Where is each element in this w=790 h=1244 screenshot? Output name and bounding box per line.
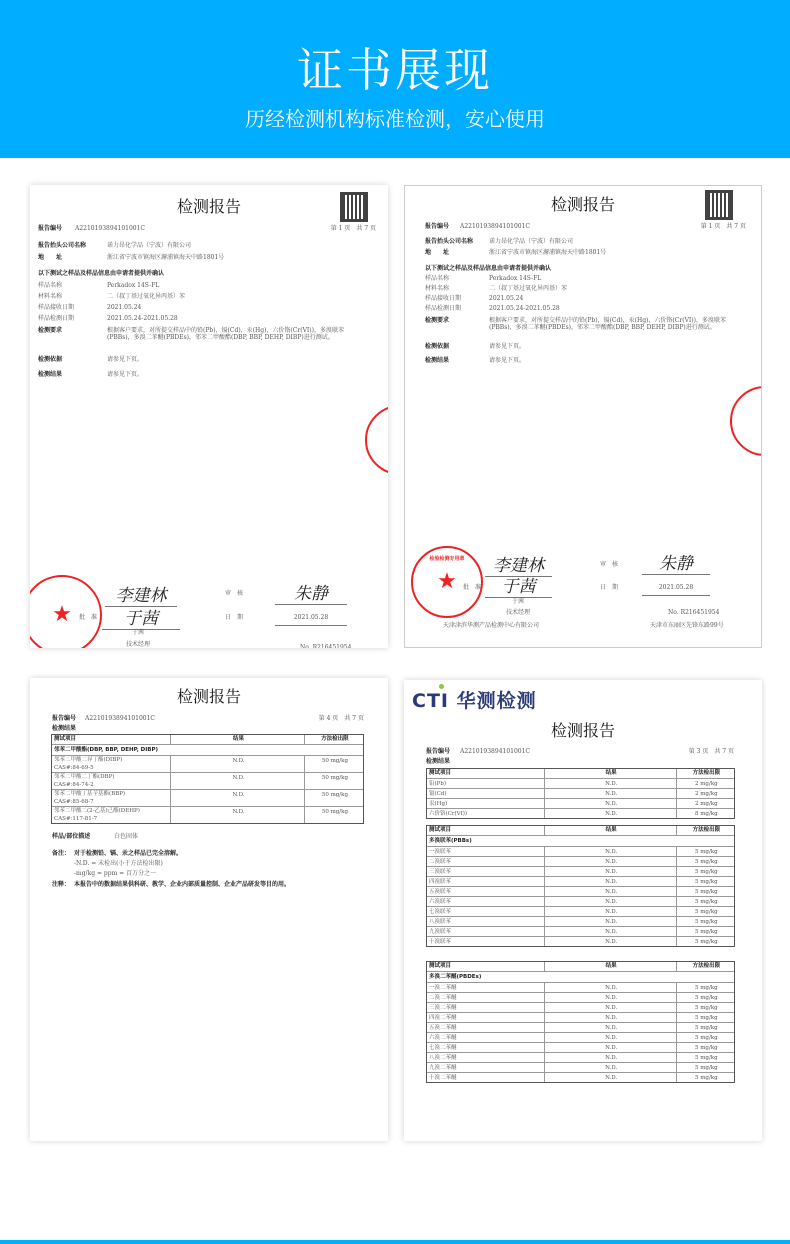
test-item [427,1073,544,1082]
metals-table [426,768,735,819]
detection-limit: 5 mg/kg [676,1063,734,1072]
item-name: 四溴二苯醚 [429,1015,457,1021]
note-label: 备注： [52,850,71,857]
detection-limit: 5 mg/kg [676,877,734,886]
report-no-label: 报告编号 [425,223,450,230]
test-item [427,917,544,926]
field-value: Perkadox 14S-FL [489,275,542,282]
test-item [427,1063,544,1072]
test-result: N.D. [544,1033,676,1042]
detection-limit: 5 mg/kg [676,907,734,916]
page-number: 第 3 页 共 7 页 [688,748,734,755]
test-result: N.D. [544,907,676,916]
detection-limit: 50 mg/kg [304,756,363,772]
approver2-signature: 于茜 [485,572,552,598]
company: 诺力昂化学品（宁波）有限公司 [489,238,574,245]
test-result: N.D. [544,789,676,798]
field-value: 二（叔丁基过氧化异丙基）苯 [489,285,568,292]
field-value: 2021.05.24-2021.05.28 [107,315,178,322]
test-result: N.D. [544,809,676,818]
test-result: N.D. [544,779,676,788]
item-name: 八溴联苯 [429,919,452,925]
table-row [427,1002,734,1012]
remark-label: 注释： [52,881,71,888]
column-header: 结果 [170,735,304,744]
test-result: N.D. [544,887,676,896]
address-label: 地 址 [425,249,450,256]
test-result: N.D. [544,1013,676,1022]
address: 浙江省宁波市镇海区澥浦镇海天中路1801号 [107,254,225,261]
results-table [51,734,364,824]
report-no: A2210193894101001C [460,223,531,230]
sample-desc-label: 样品/部位描述 [52,833,91,840]
result: 请参见下页。 [489,357,526,364]
basis: 请参见下页。 [107,356,144,363]
test-item [52,807,170,823]
field-value: 2021.05.24 [489,295,524,302]
report-title: 检测报告 [176,197,241,216]
lab-name: 天津津滨华测产品检测中心有限公司 [443,622,540,629]
field-label: 样品接收日期 [38,304,75,311]
logo-en: CTI [412,690,449,712]
detection-limit: 2 mg/kg [676,799,734,808]
test-item [427,897,544,906]
confirm-note: 以下测试之样品及样品信息由申请者提供并确认 [38,270,165,277]
test-item [427,867,544,876]
table-row [427,856,734,866]
page-number: 第 4 页 共 7 页 [318,715,364,722]
test-result: N.D. [544,1003,676,1012]
test-item [52,756,170,772]
test-result: N.D. [544,897,676,906]
company: 诺力昂化学品（宁波）有限公司 [107,242,192,249]
test-result: N.D. [544,847,676,856]
approve-label: 批 准 [79,614,98,621]
item-name: 五溴二苯醚 [429,1025,457,1031]
test-item [427,799,544,808]
item-name: 六溴联苯 [429,899,452,905]
detection-limit: 5 mg/kg [676,867,734,876]
table-row [427,1022,734,1032]
item-name: 十溴二苯醚 [429,1075,457,1081]
detection-limit: 2 mg/kg [676,789,734,798]
lab-address: 天津市东丽区先锋东路99号 [650,622,724,629]
item-name: 九溴二苯醚 [429,1065,457,1071]
red-seal-stamp [730,386,762,456]
address-label: 地 址 [38,254,63,261]
item-name: 邻苯二甲酸丁基苄基酯(BBP) [54,791,126,797]
test-item [427,887,544,896]
test-result: N.D. [544,1073,676,1082]
test-result: N.D. [544,937,676,946]
test-result: N.D. [544,877,676,886]
cert-no: No. R216451954 [668,609,720,616]
table-row [427,876,734,886]
detection-limit: 5 mg/kg [676,927,734,936]
detection-limit: 2 mg/kg [676,779,734,788]
test-result: N.D. [544,867,676,876]
item-name: 邻苯二甲酸二异丁酯(DIBP) [54,757,123,763]
star-icon: ★ [437,569,457,594]
item-name: 七溴二苯醚 [429,1045,457,1051]
certificate-page-1[interactable] [30,185,388,648]
detection-limit: 5 mg/kg [676,847,734,856]
qr-code-icon [340,192,368,222]
test-result: N.D. [544,1043,676,1052]
results-heading: 检测结果 [52,725,77,732]
requirement: 根据客户要求，对所提交样品中的铅(Pb)，镉(Cd)，汞(Hg)，六价铬(Cr(VI))，多溴联苯(PBBs)，多溴二苯醚(PBDEs)，邻苯二甲酸酯(DBP, BBP, DEHP, DIBP)进行测试。 [489,317,726,331]
logo-dot-icon [439,684,444,689]
item-name: 汞(Hg) [429,801,448,807]
cas-number: CAS#:84-69-5 [54,765,94,771]
item-name: 三溴二苯醚 [429,1005,457,1011]
approver2-signature: 于茜 [102,604,180,630]
note-ppm: -mg/kg = ppm = 百万分之一 [74,870,157,877]
test-result: N.D. [544,927,676,936]
star-icon: ★ [52,602,72,627]
field-label: 样品检测日期 [38,315,75,322]
table-row [427,982,734,992]
logo-cn: 华测检测 [456,690,537,712]
basis-label: 检测依据 [38,356,63,363]
detection-limit: 5 mg/kg [676,1013,734,1022]
red-seal-stamp [365,405,388,475]
approver-signature: 李建林 [485,551,552,577]
test-item [427,907,544,916]
table-row [427,906,734,916]
test-result: N.D. [170,756,304,772]
approver-title: 技术经理 [126,641,151,648]
table-header-row [427,769,734,778]
item-name: 一溴二苯醚 [429,985,457,991]
table-row [427,926,734,936]
column-header: 测试项目 [429,963,452,969]
address: 浙江省宁波市镇海区澥浦镇海天中路1801号 [489,249,607,256]
table-group-row: 多溴二苯醚(PBDEs) [427,971,734,982]
detection-limit: 5 mg/kg [676,1033,734,1042]
detection-limit: 5 mg/kg [676,937,734,946]
review-label: 审 核 [225,590,244,597]
page-title: 证书展现 [297,43,493,97]
test-item [427,1023,544,1032]
test-result: N.D. [170,807,304,823]
detection-limit: 5 mg/kg [676,993,734,1002]
test-item [427,1053,544,1062]
table-row [427,992,734,1002]
red-seal-stamp [411,546,483,618]
table-row [427,916,734,926]
cti-logo [412,686,537,713]
approver-signature: 李建林 [105,581,177,607]
item-name: 十溴联苯 [429,939,452,945]
table-row [427,1012,734,1022]
approve-label: 批 准 [463,584,482,591]
confirm-note: 以下测试之样品及样品信息由申请者提供并确认 [425,265,552,272]
test-item [427,789,544,798]
table-group-row: 多溴联苯(PBBs) [427,835,734,846]
test-result: N.D. [544,1063,676,1072]
item-name: 一溴联苯 [429,849,452,855]
field-label: 材料名称 [425,285,450,292]
field-label: 样品检测日期 [425,305,462,312]
test-result: N.D. [170,773,304,789]
table-row [427,798,734,808]
table-group-row: 邻苯二甲酸酯(DBP, BBP, DEHP, DIBP) [52,744,363,755]
detection-limit: 5 mg/kg [676,1073,734,1082]
table-row [427,896,734,906]
certificate-page-1-copy[interactable] [404,185,762,648]
item-name: 六价铬(Cr(VI)) [429,811,468,817]
test-item [427,927,544,936]
column-header: 方法检出限 [304,735,363,744]
field-label: 样品接收日期 [425,295,462,302]
detection-limit: 8 mg/kg [676,809,734,818]
item-name: 邻苯二甲酸二丁酯(DBP) [54,774,115,780]
test-item [427,937,544,946]
table-row [427,1072,734,1082]
cas-number: CAS#:117-81-7 [54,816,98,822]
qr-code-icon [705,190,733,220]
table-row [427,866,734,876]
table-header-row [52,735,363,744]
table-row [52,772,363,789]
test-result: N.D. [544,917,676,926]
requirement-label: 检测要求 [425,317,450,324]
cert-no: No. R216451954 [300,644,352,648]
detection-limit: 50 mg/kg [304,773,363,789]
column-header: 方法检出限 [676,769,734,778]
sign-date: 2021.05.28 [275,614,347,626]
report-no: A2210193894101001C [85,715,156,722]
test-item [427,1043,544,1052]
report-no: A2210193894101001C [460,748,531,755]
item-name: 三溴联苯 [429,869,452,875]
cas-number: CAS#:84-74-2 [54,782,94,788]
test-item [52,773,170,789]
table-row [427,936,734,946]
report-no: A2210193894101001C [75,225,146,232]
result-label: 检测结果 [38,371,63,378]
column-header: 测试项目 [429,827,452,833]
sign-date: 2021.05.28 [642,584,710,596]
item-name: 邻苯二甲酸二(2-乙基)己酯(DEHP) [54,808,140,814]
column-header: 方法检出限 [676,826,734,835]
certificate-page-3[interactable] [404,680,762,1141]
field-value: 二（叔丁基过氧化异丙基）苯 [107,293,186,300]
detection-limit: 5 mg/kg [676,917,734,926]
item-name: 八溴二苯醚 [429,1055,457,1061]
column-header: 结果 [544,962,676,971]
result: 请参见下页。 [107,371,144,378]
test-result: N.D. [544,983,676,992]
column-header: 方法检出限 [676,962,734,971]
date-label: 日 期 [600,584,619,591]
detection-limit: 5 mg/kg [676,887,734,896]
certificate-page-4[interactable] [30,678,388,1141]
item-name: 五溴联苯 [429,889,452,895]
pbdes-table [426,961,735,1083]
note: 对于检测铅、镉、汞之样品已完全溶解。 [74,850,183,857]
report-no-label: 报告编号 [52,715,77,722]
red-seal-stamp [30,575,102,648]
table-row [52,755,363,772]
test-result: N.D. [544,1053,676,1062]
field-label: 样品名称 [38,282,63,289]
field-value: 2021.05.24 [107,304,142,311]
bottom-accent-bar [0,1240,790,1244]
approver-name: 于茜 [132,629,145,636]
detection-limit: 5 mg/kg [676,983,734,992]
item-name: 二溴二苯醚 [429,995,457,1001]
test-item [427,993,544,1002]
table-row [52,789,363,806]
item-name: 二溴联苯 [429,859,452,865]
column-header: 测试项目 [54,736,77,742]
company-label: 报告抬头公司名称 [425,238,474,245]
detection-limit: 5 mg/kg [676,897,734,906]
review-label: 审 核 [600,561,619,568]
basis-label: 检测依据 [425,343,450,350]
table-row [427,788,734,798]
table-row [427,1042,734,1052]
report-title: 检测报告 [550,721,615,740]
table-row [427,1052,734,1062]
test-item [427,1033,544,1042]
table-row [427,886,734,896]
test-item [427,1013,544,1022]
item-name: 四溴联苯 [429,879,452,885]
result-label: 检测结果 [425,357,450,364]
test-result: N.D. [544,857,676,866]
item-name: 铅(Pb) [429,781,447,787]
report-title: 检测报告 [550,195,615,214]
test-result: N.D. [544,799,676,808]
detection-limit: 5 mg/kg [676,1043,734,1052]
company-label: 报告抬头公司名称 [38,242,87,249]
table-header-row [427,962,734,971]
report-title: 检测报告 [176,687,241,706]
results-heading: 检测结果 [426,758,451,765]
test-result: N.D. [544,993,676,1002]
test-item [427,1003,544,1012]
item-name: 镉(Cd) [429,791,447,797]
detection-limit: 5 mg/kg [676,857,734,866]
page-number: 第 1 页 共 7 页 [330,225,376,232]
test-result: N.D. [544,1023,676,1032]
detection-limit: 50 mg/kg [304,790,363,806]
test-item [427,983,544,992]
page-subtitle: 历经检测机构标准检测，安心使用 [245,107,545,131]
remark: 本报告中的数据结果供科研、教学、企业内部质量控制、企业产品研发等目的用。 [74,881,291,888]
date-label: 日 期 [225,614,244,621]
table-row [427,1032,734,1042]
detection-limit: 5 mg/kg [676,1023,734,1032]
requirement-label: 检测要求 [38,327,63,334]
approver-name: 于茜 [512,598,525,605]
hero-banner [0,0,790,158]
item-name: 九溴联苯 [429,929,452,935]
table-row [427,846,734,856]
reviewer-signature: 朱静 [642,549,710,575]
basis: 请参见下页。 [489,343,526,350]
table-row [427,778,734,788]
field-value: 2021.05.24-2021.05.28 [489,305,560,312]
column-header: 结果 [544,826,676,835]
detection-limit: 50 mg/kg [304,807,363,823]
approver-title: 技术经理 [506,609,531,616]
page-number: 第 1 页 共 7 页 [700,223,746,230]
field-label: 样品名称 [425,275,450,282]
test-item [427,857,544,866]
column-header: 测试项目 [429,770,452,776]
table-row [52,806,363,823]
column-header: 结果 [544,769,676,778]
detection-limit: 5 mg/kg [676,1003,734,1012]
item-name: 七溴联苯 [429,909,452,915]
stamp-text: 检验检测专用章 [429,556,465,563]
reviewer-signature: 朱静 [275,579,347,605]
table-row [427,1062,734,1072]
field-value: Perkadox 14S-FL [107,282,160,289]
test-item [427,847,544,856]
pbbs-table [426,825,735,947]
requirement: 根据客户要求，对所提交样品中的铅(Pb)，镉(Cd)，汞(Hg)，六价铬(Cr(VI))，多溴联苯(PBBs)，多溴二苯醚(PBDEs)，邻苯二甲酸酯(DBP, BBP, DEHP, DIBP)进行测试。 [107,327,344,341]
detection-limit: 5 mg/kg [676,1053,734,1062]
report-no-label: 报告编号 [426,748,451,755]
test-item [427,809,544,818]
test-item [427,877,544,886]
table-header-row [427,826,734,835]
note-nd: -N.D. = 未检出(小于方法检出限) [74,860,163,867]
field-label: 材料名称 [38,293,63,300]
test-item [52,790,170,806]
test-result: N.D. [170,790,304,806]
sample-desc: 白色固体 [114,833,139,840]
test-item [427,779,544,788]
table-row [427,808,734,818]
cas-number: CAS#:85-68-7 [54,799,94,805]
item-name: 六溴二苯醚 [429,1035,457,1041]
report-no-label: 报告编号 [38,225,63,232]
